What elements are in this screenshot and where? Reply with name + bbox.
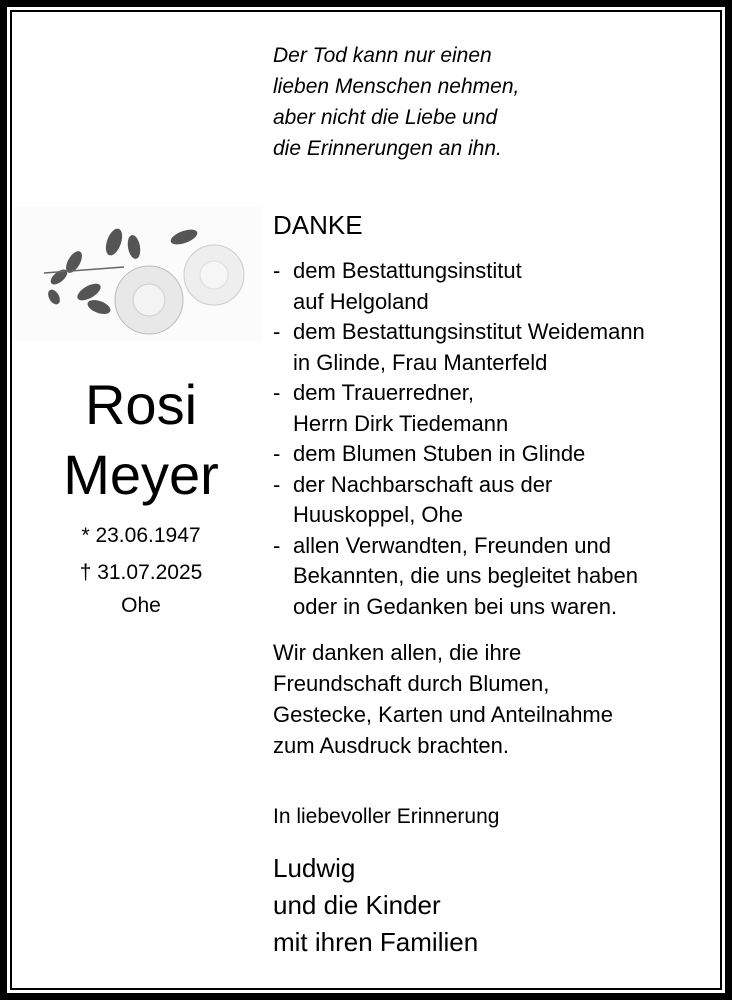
dash: -	[273, 258, 281, 283]
paragraph-line: Wir danken allen, die ihre	[273, 640, 522, 665]
thanks-heading: DANKE	[273, 210, 363, 240]
list-item	[273, 378, 645, 439]
list-line: in Glinde, Frau Manterfeld	[293, 349, 548, 375]
last-name: Meyer	[63, 443, 219, 506]
thanks-list	[273, 256, 645, 622]
dash: -	[273, 471, 281, 497]
paragraph-line: Freundschaft durch Blumen,	[273, 671, 550, 696]
list-item	[273, 317, 645, 378]
list-line: oder in Gedanken bei uns waren.	[293, 593, 618, 619]
quote-line: aber nicht die Liebe und	[273, 106, 498, 129]
list-item	[273, 531, 645, 623]
list-item-text	[293, 256, 522, 317]
quote	[273, 40, 519, 164]
paragraph-line: zum Ausdruck brachten.	[273, 733, 510, 758]
dash: -	[273, 319, 281, 344]
paragraph-line: Gestecke, Karten und Anteilnahme	[273, 702, 613, 727]
dash: -	[273, 380, 281, 405]
roses-image	[14, 207, 262, 341]
list-line: Bekannten, die uns begleitet haben	[293, 563, 638, 588]
list-line: Huuskoppel, Ohe	[293, 502, 463, 527]
quote-line: lieben Menschen nehmen,	[273, 75, 520, 98]
list-item-text	[293, 439, 585, 470]
family-line: mit ihren Familien	[273, 927, 479, 957]
place: Ohe	[121, 594, 161, 617]
list-line: dem Bestattungsinstitut	[293, 258, 522, 283]
thanks-paragraph	[273, 637, 613, 761]
list-line: auf Helgoland	[293, 288, 429, 314]
list-line: dem Blumen Stuben in Glinde	[293, 441, 586, 466]
list-item-text	[293, 317, 645, 378]
quote-line: die Erinnerungen an ihn.	[273, 137, 502, 160]
list-item	[273, 439, 645, 470]
list-item	[273, 470, 645, 531]
dash: -	[273, 441, 281, 466]
quote-line: Der Tod kann nur einen	[273, 44, 492, 67]
closing-phrase: In liebevoller Erinnerung	[273, 805, 500, 828]
list-line: dem Trauerredner,	[293, 380, 474, 405]
first-name: Rosi	[84, 373, 198, 436]
family-line: Ludwig	[273, 853, 356, 883]
life-dates	[14, 517, 268, 621]
deceased-name	[14, 370, 268, 510]
list-item-text	[293, 378, 508, 439]
list-line: der Nachbarschaft aus der	[293, 471, 553, 497]
list-item-text	[293, 531, 638, 623]
family-line: und die Kinder	[273, 890, 441, 920]
list-line: Herrn Dirk Tiedemann	[293, 410, 509, 436]
list-line: allen Verwandten, Freunden und	[293, 532, 612, 558]
list-line: dem Bestattungsinstitut Weidemann	[293, 319, 645, 344]
list-item-text	[293, 470, 552, 531]
list-item	[273, 256, 645, 317]
family-signature	[273, 850, 478, 961]
death-date: † 31.07.2025	[79, 561, 203, 584]
dash: -	[273, 532, 281, 558]
birth-date: * 23.06.1947	[81, 524, 201, 547]
